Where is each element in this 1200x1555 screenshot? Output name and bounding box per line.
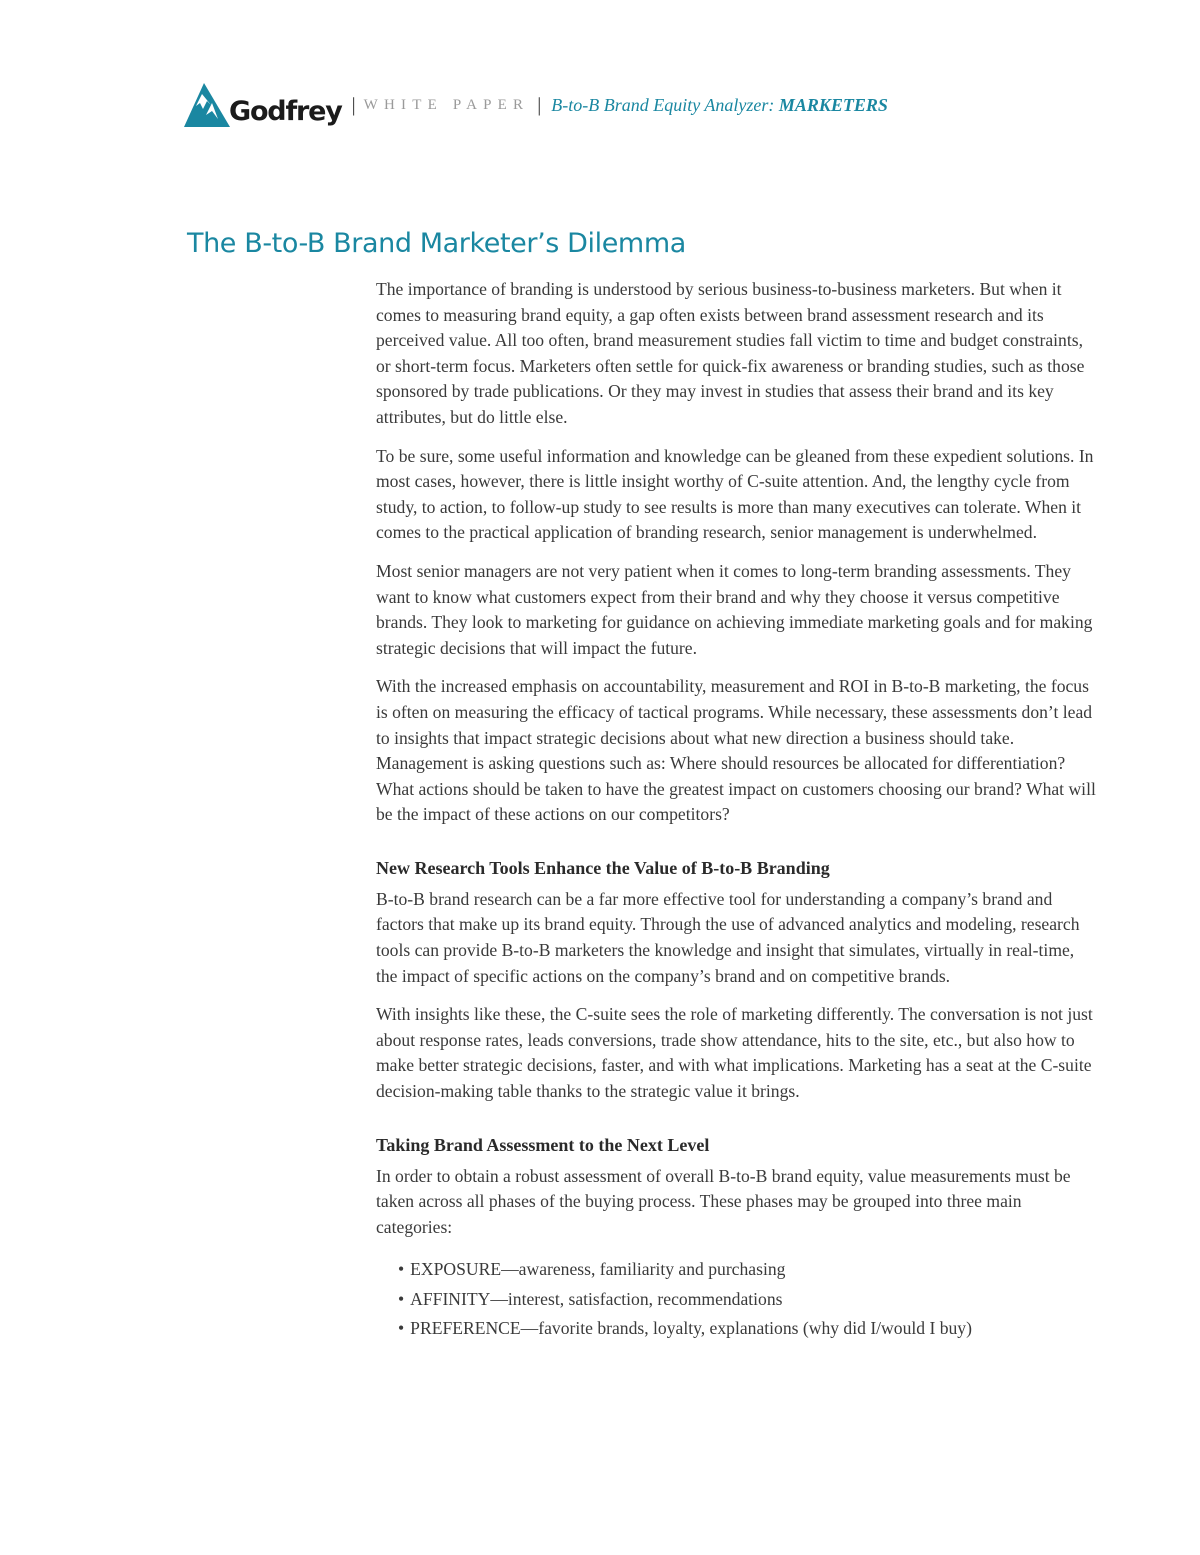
- list-item-text: EXPOSURE—awareness, familiarity and purchasing: [410, 1259, 786, 1280]
- bullet-icon: •: [398, 1288, 405, 1309]
- subtitle-italic: B-to-B Brand Equity Analyzer:: [551, 94, 779, 115]
- logo-wordmark: Godfrey: [229, 95, 342, 127]
- document-body: [376, 277, 1100, 1344]
- header-separator: |: [537, 93, 542, 116]
- header-separator: |: [351, 93, 356, 116]
- section-heading: New Research Tools Enhance the Value of B-to-B Branding: [376, 857, 830, 878]
- godfrey-logo: [184, 81, 342, 129]
- paragraph: With the increased emphasis on accountability, measurement and ROI in B-to-B marketing, the focus is often on measuring the efficacy of tactical programs. While necessary, these assessments don’t lead to insights that impact strategic decisions about what new direction a business should take. Management is asking questions such as: Where should resources be allocated for differentiation? What actions should be taken to have the greatest impact on customers choosing our brand? What will be the impact of these actions on our competitors?: [376, 676, 1096, 825]
- page-title: The B-to-B Brand Marketer’s Dilemma: [187, 228, 686, 259]
- bullet-icon: •: [398, 1318, 405, 1339]
- paragraph: B-to-B brand research can be a far more effective tool for understanding a company’s brand and factors that make up its brand equity. Through the use of advanced analytics and modeling, research tools can provide B-to-B marketers the knowledge and insight that simulates, virtually in real-time, the impact of specific actions on the company’s brand and on competitive brands.: [376, 888, 1080, 986]
- bullet-icon: •: [398, 1259, 405, 1280]
- list-item: [398, 1314, 1100, 1344]
- paragraph: With insights like these, the C-suite sees the role of marketing differently. The conversation is not just about response rates, leads conversions, trade show attendance, hits to the site, etc., but also how to make better strategic decisions, faster, and with what implications. Marketing has a seat at the C-suite decision-making table thanks to the strategic value it brings.: [376, 1004, 1093, 1102]
- list-item-text: PREFERENCE—favorite brands, loyalty, explanations (why did I/would I buy): [410, 1318, 972, 1339]
- category-list: [398, 1255, 1100, 1344]
- header-subtitle: [551, 95, 888, 116]
- subtitle-bold: MARKETERS: [778, 94, 888, 115]
- paragraph: The importance of branding is understood by serious business-to-business marketers. But when it comes to measuring brand equity, a gap often exists between brand assessment research and its perceived value. All too often, brand measurement studies fall victim to time and budget constraints, or short-term focus. Marketers often settle for quick-fix awareness or branding studies, such as those sponsored by trade publications. Or they may invest in studies that assess their brand and its key attributes, but do little else.: [376, 279, 1085, 427]
- paragraph: To be sure, some useful information and knowledge can be gleaned from these expedient solutions. In most cases, however, there is little insight worthy of C-suite attention. And, the lengthy cycle from study, to action, to follow-up study to see results is more than many executives can tolerate. When it comes to the practical application of branding research, senior management is underwhelmed.: [376, 445, 1094, 543]
- list-item: [398, 1285, 1100, 1315]
- paragraph: In order to obtain a robust assessment of overall B-to-B brand equity, value measurements must be taken across all phases of the buying process. These phases may be grouped into three main categories:: [376, 1165, 1071, 1237]
- document-header: [184, 80, 888, 130]
- list-item: [398, 1255, 1100, 1285]
- section-heading: Taking Brand Assessment to the Next Level: [376, 1134, 710, 1155]
- white-paper-label: WHITE PAPER: [363, 96, 530, 113]
- paragraph: Most senior managers are not very patient when it comes to long-term branding assessments. They want to know what customers expect from their brand and why they choose it versus competitive brands. They look to marketing for guidance on achieving immediate marketing goals and for making strategic decisions that will impact the future.: [376, 560, 1093, 658]
- list-item-text: AFFINITY—interest, satisfaction, recommendations: [410, 1288, 783, 1309]
